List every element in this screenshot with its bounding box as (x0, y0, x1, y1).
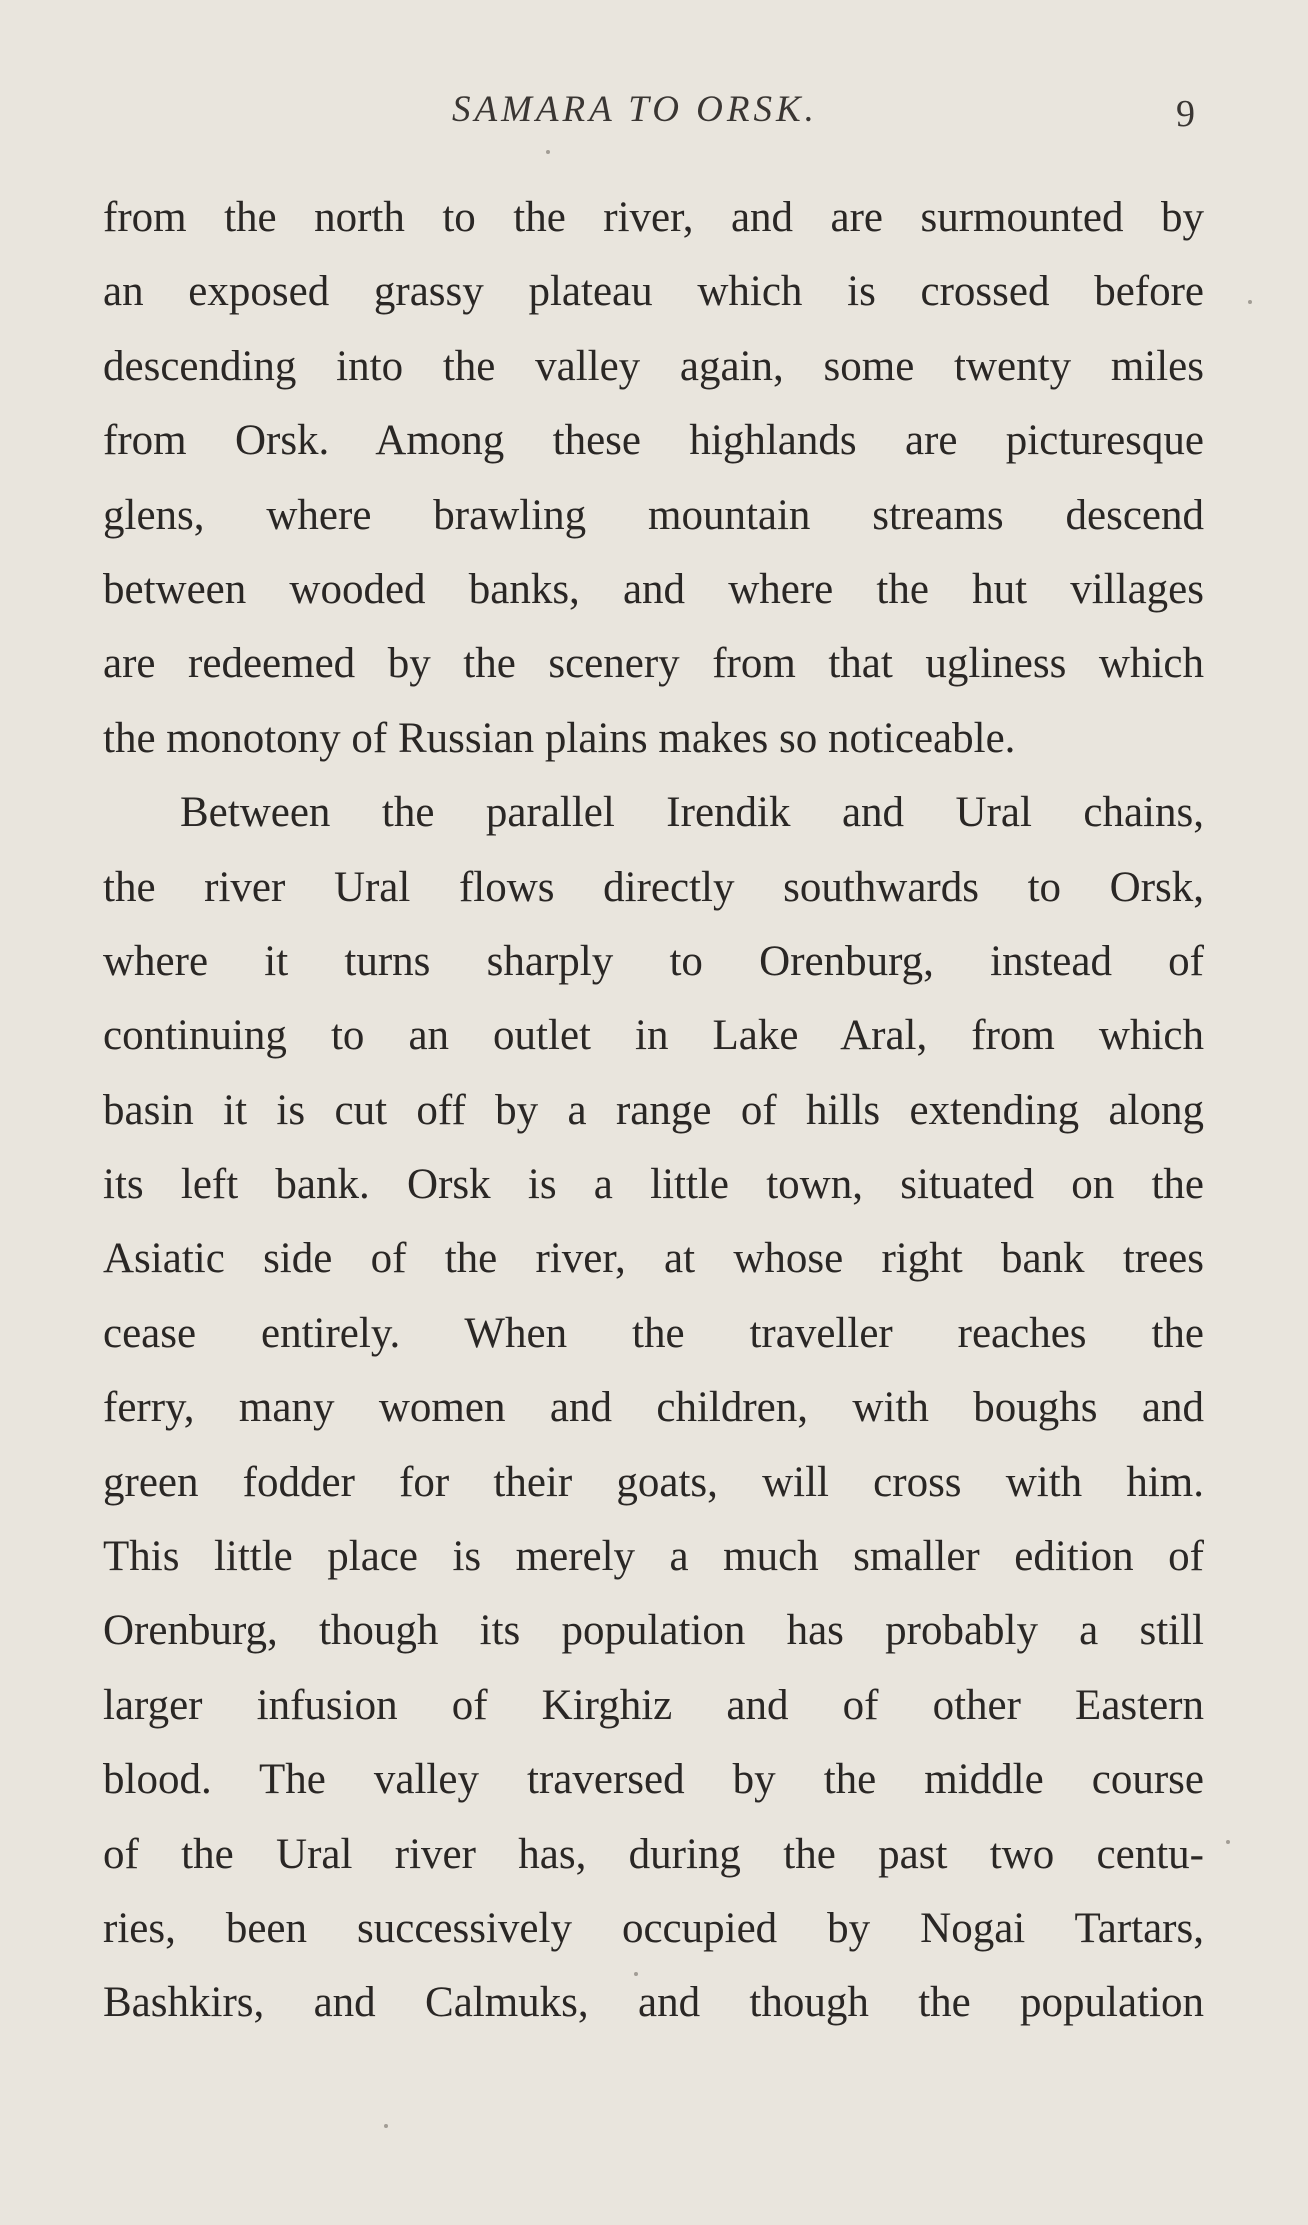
text-line: blood. The valley traversed by the middle course (103, 1756, 1204, 1804)
paper-speck (634, 1972, 638, 1976)
paper-speck (1248, 300, 1252, 304)
text-line: where it turns sharply to Orenburg, instead of (103, 937, 1204, 985)
text-line: Bashkirs, and Calmuks, and though the population (103, 1979, 1204, 2027)
text-line: from the north to the river, and are surmounted by (103, 194, 1204, 241)
text-line: an exposed grassy plateau which is crossed before (103, 268, 1204, 316)
text-line: descending into the valley again, some twenty miles (103, 342, 1204, 390)
paper-speck (546, 150, 550, 154)
text-line: ferry, many women and children, with boughs and (103, 1384, 1204, 1432)
text-line: glens, where brawling mountain streams descend (103, 491, 1204, 539)
text-line: the river Ural flows directly southwards to Orsk, (103, 863, 1204, 911)
running-head-title: SAMARA TO ORSK. (452, 89, 818, 130)
text-line: larger infusion of Kirghiz and of other Eastern (103, 1681, 1204, 1729)
paragraph-end-line: the monotony of Russian plains makes so noticeable. (103, 714, 1016, 762)
paper-speck (1226, 1840, 1230, 1844)
text-line: continuing to an outlet in Lake Aral, from which (103, 1012, 1204, 1060)
text-line: of the Ural river has, during the past two centu- (103, 1830, 1204, 1878)
text-line: between wooded banks, and where the hut villages (103, 565, 1204, 613)
text-line: its left bank. Orsk is a little town, situated on the (103, 1161, 1204, 1209)
text-line: are redeemed by the scenery from that ugliness which (103, 640, 1204, 688)
paragraph-first-line: Between the parallel Irendik and Ural chains, (180, 789, 1204, 837)
text-line: ries, been successively occupied by Nogai Tartars, (103, 1904, 1204, 1952)
body-text (103, 186, 1204, 2046)
paper-speck (384, 2124, 388, 2128)
running-head (0, 88, 1308, 138)
text-line: Asiatic side of the river, at whose right bank trees (103, 1235, 1204, 1283)
text-line: This little place is merely a much smaller edition of (103, 1533, 1204, 1581)
text-line: from Orsk. Among these highlands are picturesque (103, 417, 1204, 465)
text-line: Orenburg, though its population has probably a still (103, 1607, 1204, 1655)
page-number: 9 (1176, 93, 1195, 135)
text-line: basin it is cut off by a range of hills extending along (103, 1086, 1204, 1134)
text-line: cease entirely. When the traveller reaches the (103, 1309, 1204, 1357)
text-line: green fodder for their goats, will cross with him. (103, 1458, 1204, 1506)
